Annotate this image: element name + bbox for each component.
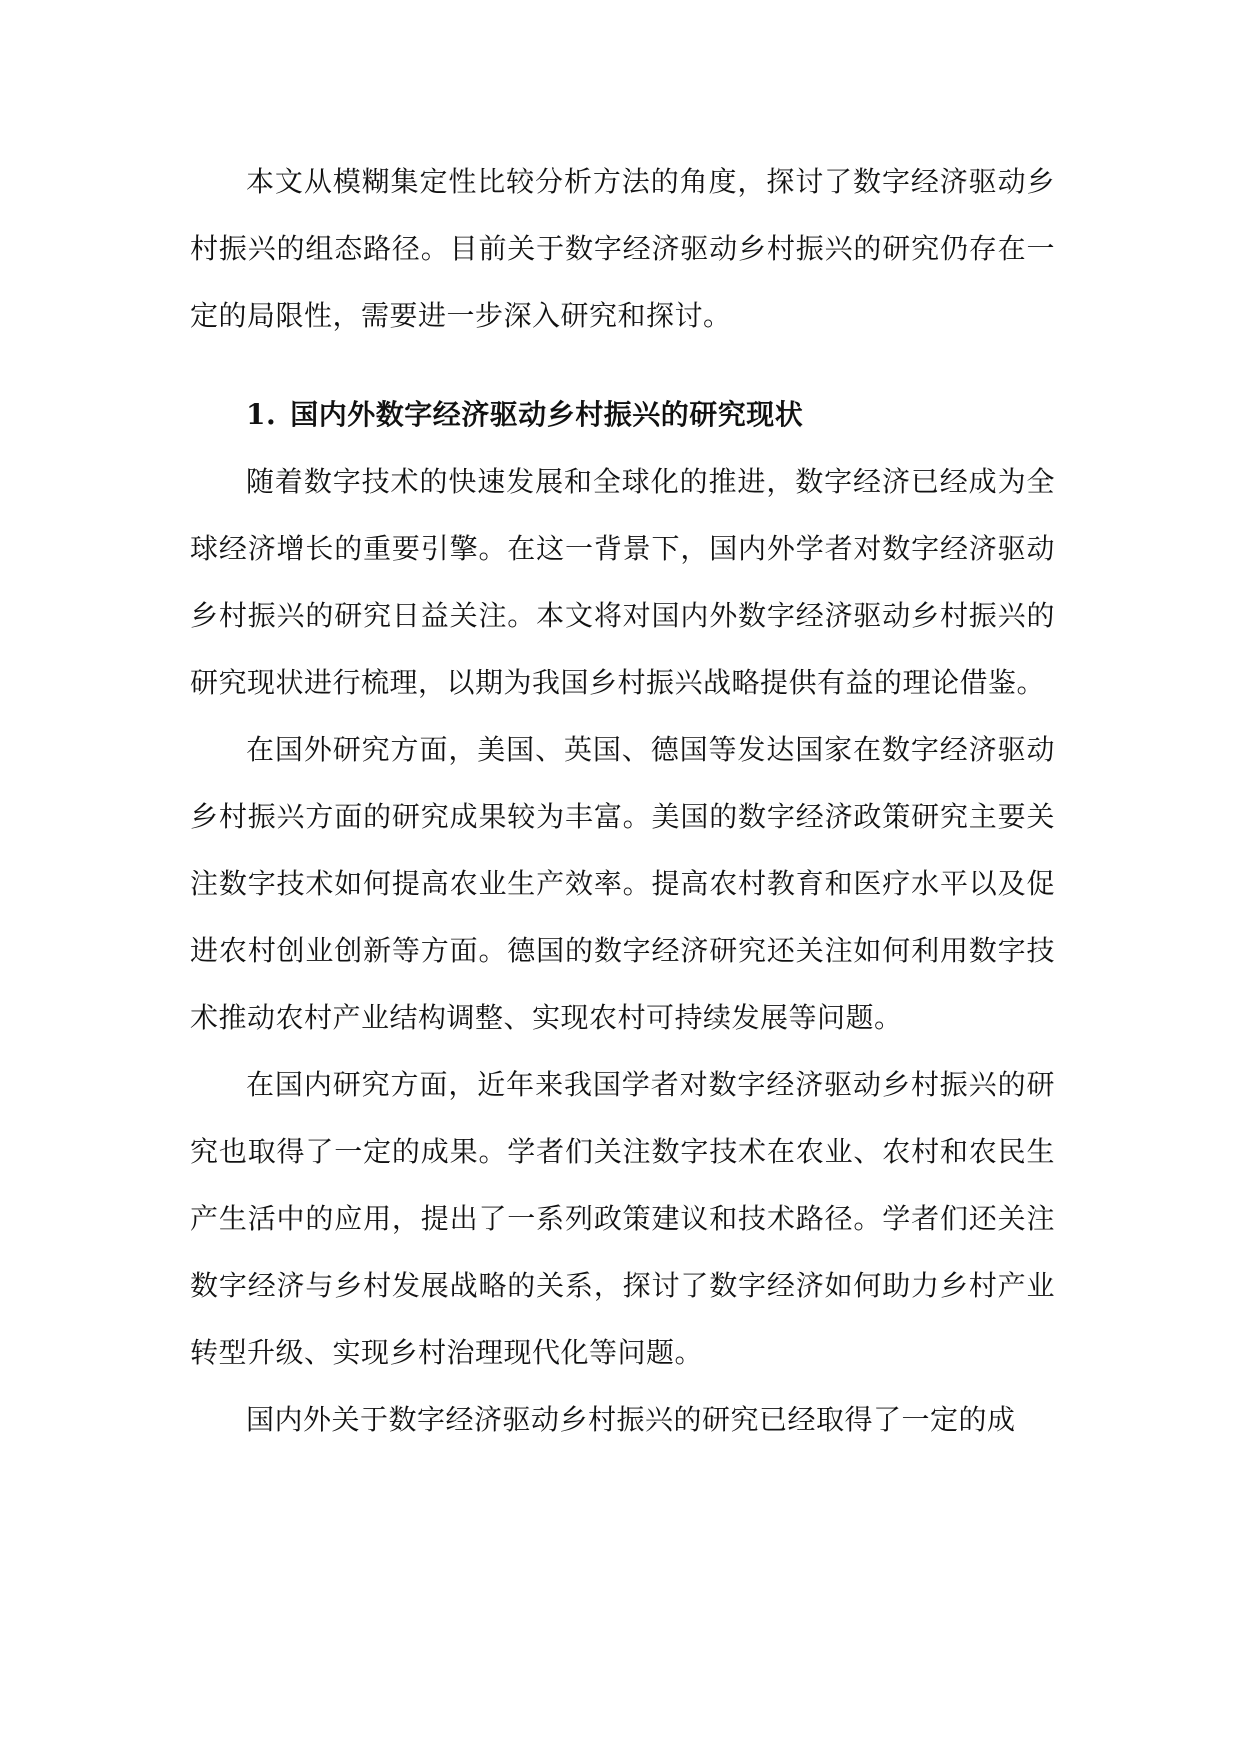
intro-paragraph: 本文从模糊集定性比较分析方法的角度，探讨了数字经济驱动乡村振兴的组态路径。目前关于数字经济驱动乡村振兴的研究仍存在一定的局限性，需要进一步深入研究和探讨。 xyxy=(190,165,1055,332)
body-paragraph-3: 在国内研究方面，近年来我国学者对数字经济驱动乡村振兴的研究也取得了一定的成果。学者们关注数字技术在农业、农村和农民生产生活中的应用，提出了一系列政策建议和技术路径。学者们还关注数字经济与乡村发展战略的关系，探讨了数字经济如何助力乡村产业转型升级、实现乡村治理现代化等问题。 xyxy=(190,1068,1055,1369)
body-paragraph-4: 国内外关于数字经济驱动乡村振兴的研究已经取得了一定的成 xyxy=(246,1403,1016,1436)
document-body xyxy=(190,148,1055,1453)
section-heading xyxy=(190,349,1055,448)
body-paragraph-2: 在国外研究方面，美国、英国、德国等发达国家在数字经济驱动乡村振兴方面的研究成果较为丰富。美国的数字经济政策研究主要关注数字技术如何提高农业生产效率。提高农村教育和医疗水平以及促进农村创业创新等方面。德国的数字经济研究还关注如何利用数字技术推动农村产业结构调整、实现农村可持续发展等问题。 xyxy=(190,733,1055,1034)
body-paragraph-1: 随着数字技术的快速发展和全球化的推进，数字经济已经成为全球经济增长的重要引擎。在这一背景下，国内外学者对数字经济驱动乡村振兴的研究日益关注。本文将对国内外数字经济驱动乡村振兴的研究现状进行梳理，以期为我国乡村振兴战略提供有益的理论借鉴。 xyxy=(190,465,1055,699)
section-number: 1. xyxy=(246,398,277,431)
section-title: 国内外数字经济驱动乡村振兴的研究现状 xyxy=(290,398,804,431)
